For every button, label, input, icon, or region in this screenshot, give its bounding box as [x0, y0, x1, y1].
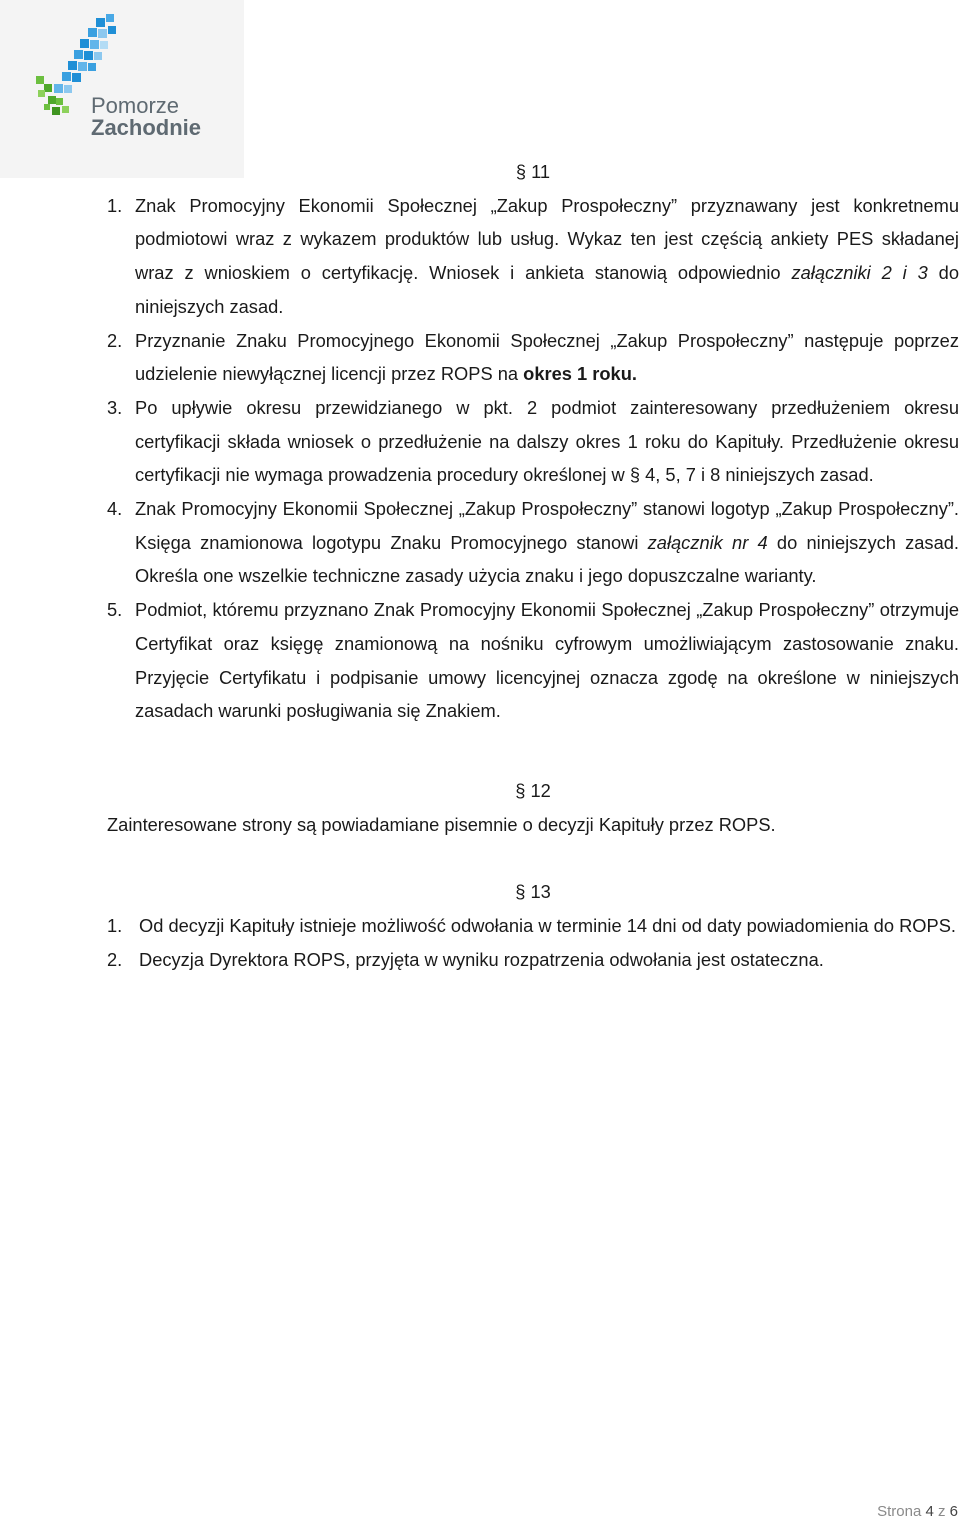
page-footer	[877, 1503, 958, 1520]
list-item	[107, 593, 959, 728]
list-item	[107, 943, 959, 977]
footer-label: Strona	[877, 1503, 922, 1520]
paragraph: Zainteresowane strony są powiadamiane pisemnie o decyzji Kapituły przez ROPS.	[107, 813, 776, 835]
pomorze-zachodnie-logo	[0, 0, 244, 178]
item-text: Po upływie okresu przewidzianego w pkt. 2 podmiot zainteresowany przedłużeniem okresu certyfikacji składa wniosek o przedłużenie na dalszy okres 1 roku do Kapituły. Przedłużenie okresu certyfikacji nie wymaga prowadzenia procedury określonej w § 4, 5, 7 i 8 niniejszych zasad.	[135, 396, 959, 486]
item-number: 5.	[107, 599, 123, 621]
item-number: 4.	[107, 498, 123, 520]
item-number: 2.	[107, 329, 123, 351]
list-item	[107, 391, 959, 492]
item-number: 1.	[107, 915, 123, 937]
item-text: Decyzja Dyrektora ROPS, przyjęta w wyniku rozpatrzenia odwołania jest ostateczna.	[139, 948, 824, 970]
footer-of: z	[937, 1503, 946, 1520]
section-heading-13: § 13	[515, 881, 551, 903]
logo-text-line1: Pomorze	[91, 93, 180, 118]
item-text: Znak Promocyjny Ekonomii Społecznej „Zakup Prospołeczny” przyznawany jest konkretnemu podmiotowi wraz z wykazem produktów lub usług. Wykaz ten jest częścią ankiety PES składanej wraz z wnioskiem o certyfikację. Wniosek i ankieta stanowią odpowiednio załączniki 2 i 3 do niniejszych zasad.	[135, 194, 959, 317]
section-heading-12: § 12	[515, 779, 551, 801]
list-item	[107, 324, 959, 391]
list-item	[107, 189, 959, 324]
footer-total-pages: 6	[949, 1503, 958, 1520]
item-text: Podmiot, któremu przyznano Znak Promocyjny Ekonomii Społecznej „Zakup Prospołeczny” otrzymuje Certyfikat oraz księgę znamionową na nośniku cyfrowym umożliwiającym zastosowanie znaku. Przyjęcie Certyfikatu i podpisanie umowy licencyjnej oznacza zgodę na określone w niniejszych zasadach warunki posługiwania się Znakiem.	[135, 599, 959, 722]
section-heading-11: § 11	[515, 161, 551, 182]
footer-page-number: 4	[925, 1503, 934, 1520]
item-text: Od decyzji Kapituły istnieje możliwość odwołania w terminie 14 dni od daty powiadomienia do ROPS.	[139, 915, 956, 937]
item-text: Znak Promocyjny Ekonomii Społecznej „Zakup Prospołeczny” stanowi logotyp „Zakup Prospołeczny”. Księga znamionowa logotypu Znaku Promocyjnego stanowi załącznik nr 4 do niniejszych zasad. Określa one wszelkie techniczne zasady użycia znaku i jego dopuszczalne warianty.	[135, 498, 959, 587]
logo-text-line2: Zachodnie	[91, 115, 202, 140]
list-item	[107, 492, 959, 593]
list-item	[107, 909, 959, 943]
item-text: Przyznanie Znaku Promocyjnego Ekonomii Społecznej „Zakup Prospołeczny” następuje poprzez udzielenie niewyłącznej licencji przez ROPS na okres 1 roku.	[135, 329, 959, 385]
item-number: 1.	[107, 194, 123, 216]
item-number: 2.	[107, 948, 123, 970]
document-body	[107, 155, 959, 976]
item-number: 3.	[107, 396, 123, 418]
